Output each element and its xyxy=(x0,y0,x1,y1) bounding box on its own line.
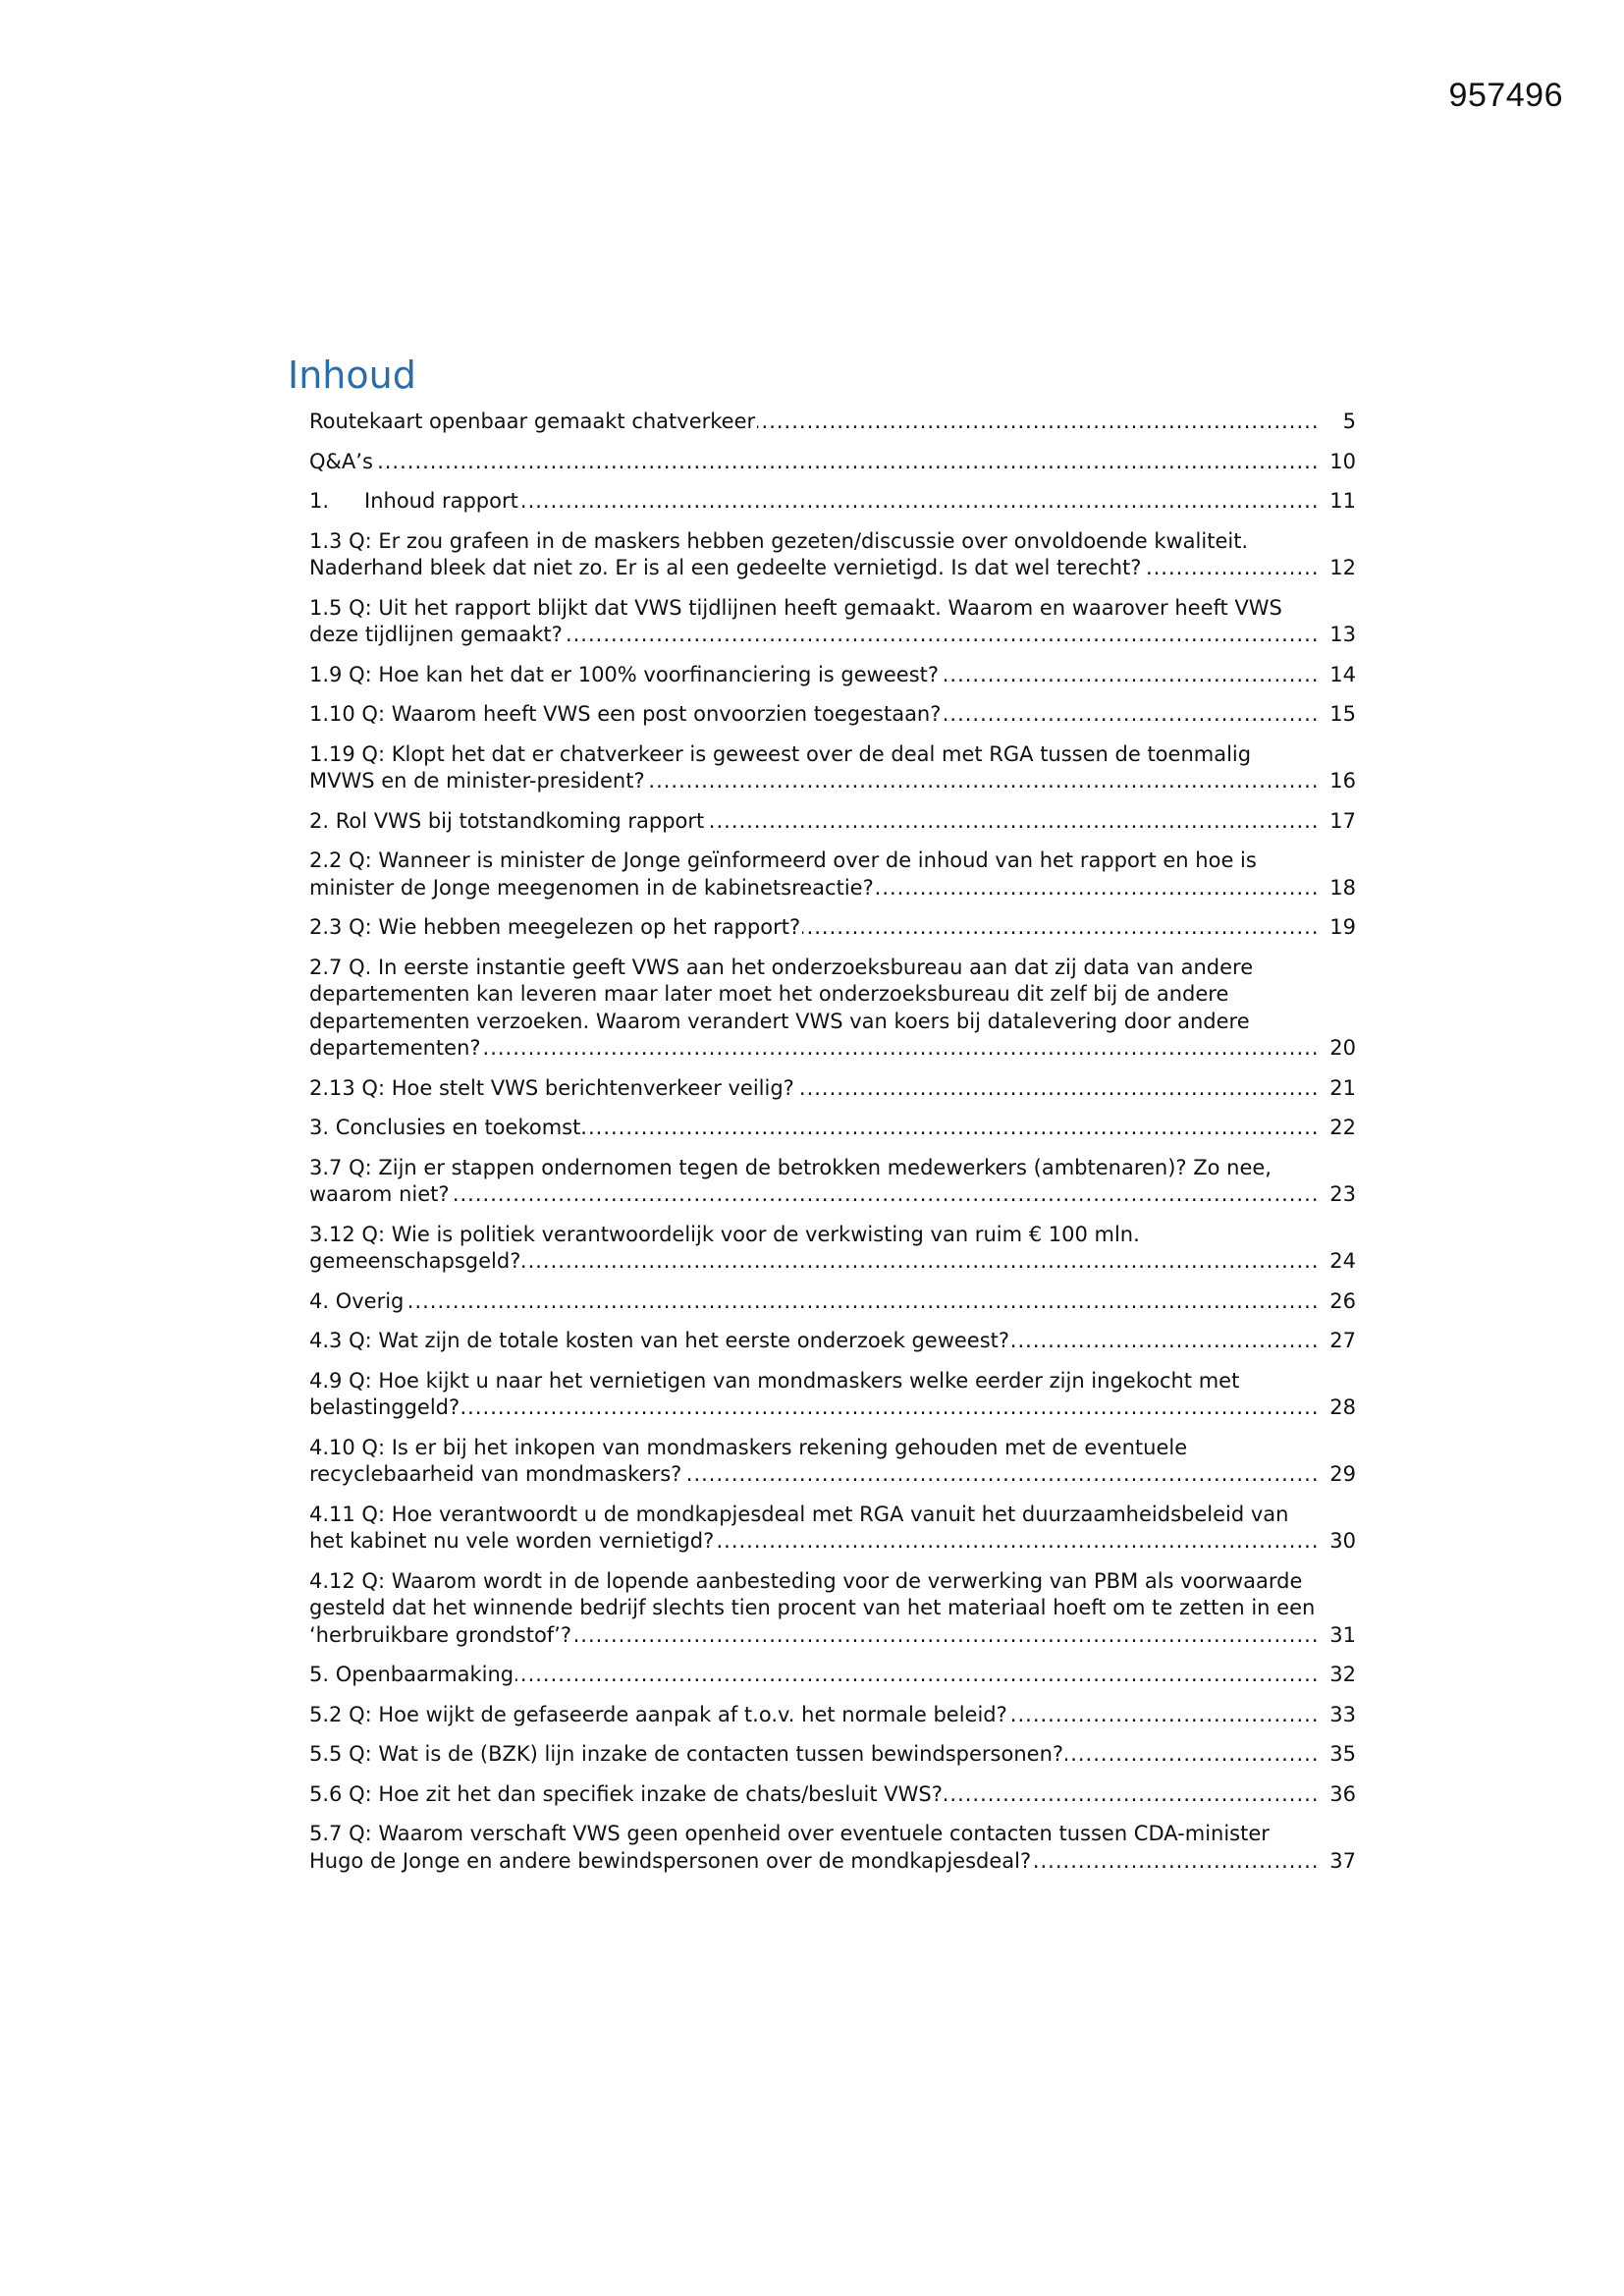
toc-page-number: 26 xyxy=(1321,1288,1356,1316)
toc-entry-line xyxy=(309,1248,1321,1276)
toc-entry-line xyxy=(309,1781,1321,1809)
toc-page-number: 20 xyxy=(1321,1035,1356,1063)
toc-entry-line xyxy=(309,1502,1321,1529)
toc-page-number: 35 xyxy=(1321,1741,1356,1769)
toc-entry-text: 3.12 Q: Wie is politiek verantwoordelijk voor de verkwisting van ruim € 100 mln. xyxy=(309,1222,1140,1246)
toc-page-number: 30 xyxy=(1321,1528,1356,1556)
toc-entry-text: gesteld dat het winnende bedrijf slechts tien procent van het materiaal hoeft om te zetten in een xyxy=(309,1596,1316,1619)
toc-page-number: 11 xyxy=(1321,488,1356,516)
toc-entry-line xyxy=(309,1394,1321,1422)
toc-entry-text: 5.7 Q: Waarom verschaft VWS geen openheid over eventuele contacten tussen CDA-minister xyxy=(309,1822,1270,1845)
toc-entry-line xyxy=(309,622,1321,649)
toc-entry-text: deze tijdlijnen gemaakt? xyxy=(309,623,563,646)
table-of-contents xyxy=(309,409,1356,1887)
toc-entry-line xyxy=(309,955,1321,982)
toc-entry[interactable] xyxy=(309,409,1356,436)
toc-entry-line xyxy=(309,1155,1321,1182)
toc-entry[interactable] xyxy=(309,449,1356,476)
toc-page-number: 29 xyxy=(1321,1461,1356,1489)
toc-entry-text: ‘herbruikbare grondstof’? xyxy=(309,1622,572,1647)
toc-entry-text: 3. Conclusies en toekomst xyxy=(309,1116,581,1139)
toc-entry-text: 2.2 Q: Wanneer is minister de Jonge geïnformeerd over de inhoud van het rapport en hoe is xyxy=(309,848,1257,872)
toc-entry[interactable] xyxy=(309,1568,1356,1650)
toc-entry-line xyxy=(309,1622,1321,1650)
toc-entry-line xyxy=(309,555,1321,582)
toc-entry[interactable] xyxy=(309,1781,1356,1809)
toc-entry-text: 2.7 Q. In eerste instantie geeft VWS aan het onderzoeksbureau aan dat zij data van andere xyxy=(309,955,1254,979)
toc-entry[interactable] xyxy=(309,955,1356,1063)
toc-entry-line xyxy=(309,1741,1321,1769)
toc-entry[interactable] xyxy=(309,741,1356,795)
toc-entry-line xyxy=(309,1848,1321,1876)
toc-entry-text: recyclebaarheid van mondmaskers? xyxy=(309,1462,682,1486)
toc-entry-text: Hugo de Jonge en andere bewindspersonen over de mondkapjesdeal? xyxy=(309,1848,1032,1873)
toc-entry-text: departementen verzoeken. Waarom verandert VWS van koers bij datalevering door andere xyxy=(309,1009,1250,1033)
toc-entry-line xyxy=(309,1821,1321,1848)
toc-entry[interactable] xyxy=(309,1155,1356,1209)
toc-entry[interactable] xyxy=(309,488,1356,516)
toc-entry[interactable] xyxy=(309,1741,1356,1769)
toc-entry-line xyxy=(309,595,1321,623)
toc-entry-text: 1.3 Q: Er zou grafeen in de maskers hebben gezeten/discussie over onvoldoende kwaliteit. xyxy=(309,528,1249,553)
toc-entry-text: 1.9 Q: Hoe kan het dat er 100% voorfinanciering is geweest? xyxy=(309,662,940,686)
toc-entry-text: waarom niet? xyxy=(309,1182,450,1206)
toc-entry[interactable] xyxy=(309,1328,1356,1355)
toc-page-number: 15 xyxy=(1321,701,1356,729)
toc-page-number: 37 xyxy=(1321,1848,1356,1876)
toc-entry-line xyxy=(309,409,1321,436)
toc-entry-line xyxy=(309,1702,1321,1729)
toc-entry-text: Routekaart openbaar gemaakt chatverkeer xyxy=(309,410,756,433)
toc-entry-text: gemeenschapsgeld? xyxy=(309,1249,521,1273)
toc-page-number: 14 xyxy=(1321,662,1356,689)
toc-entry-text: minister de Jonge meegenomen in de kabinetsreactie? xyxy=(309,875,874,900)
toc-title: Inhoud xyxy=(288,354,416,397)
toc-page-number: 13 xyxy=(1321,622,1356,649)
toc-entry-line xyxy=(309,1181,1321,1209)
toc-entry[interactable] xyxy=(309,528,1356,582)
toc-entry-line xyxy=(309,1075,1321,1103)
toc-entry-line xyxy=(309,449,1321,476)
toc-entry[interactable] xyxy=(309,1702,1356,1729)
document-number: 957496 xyxy=(1448,77,1563,114)
toc-entry-line xyxy=(309,1368,1321,1395)
toc-entry-text: 5.6 Q: Hoe zit het dan specifiek inzake de chats/besluit VWS? xyxy=(309,1781,943,1806)
toc-entry[interactable] xyxy=(309,595,1356,649)
toc-entry-line xyxy=(309,701,1321,729)
toc-entry[interactable] xyxy=(309,847,1356,902)
toc-page-number: 36 xyxy=(1321,1781,1356,1809)
toc-page-number: 23 xyxy=(1321,1181,1356,1209)
toc-entry-line xyxy=(309,528,1321,556)
toc-page-number: 10 xyxy=(1321,449,1356,476)
toc-entry-line xyxy=(309,1035,1321,1063)
toc-entry[interactable] xyxy=(309,1115,1356,1142)
toc-entry-text: 5.5 Q: Wat is de (BZK) lijn inzake de contacten tussen bewindspersonen? xyxy=(309,1742,1064,1766)
toc-entry-line xyxy=(309,1222,1321,1249)
toc-entry[interactable] xyxy=(309,1435,1356,1489)
toc-entry-text: Naderhand bleek dat niet zo. Er is al een gedeelte vernietigd. Is dat wel terecht? xyxy=(309,556,1142,579)
toc-entry[interactable] xyxy=(309,701,1356,729)
toc-entry-text: MVWS en de minister-president? xyxy=(309,769,645,793)
toc-entry-line xyxy=(309,847,1321,875)
toc-entry-line xyxy=(309,768,1321,795)
toc-page-number: 18 xyxy=(1321,875,1356,902)
toc-entry[interactable] xyxy=(309,1222,1356,1276)
toc-entry-line xyxy=(309,741,1321,769)
toc-entry-text: 4.11 Q: Hoe verantwoordt u de mondkapjesdeal met RGA vanuit het duurzaamheidsbeleid van xyxy=(309,1502,1289,1526)
toc-entry[interactable] xyxy=(309,808,1356,836)
toc-entry-text: Inhoud rapport xyxy=(364,489,518,513)
toc-entry-number: 1. xyxy=(309,489,330,513)
toc-entry[interactable] xyxy=(309,662,1356,689)
toc-page-number: 17 xyxy=(1321,808,1356,836)
toc-entry-line xyxy=(309,875,1321,902)
toc-entry-text: departementen? xyxy=(309,1036,481,1060)
toc-page-number: 16 xyxy=(1321,768,1356,795)
toc-entry-line xyxy=(309,1115,1321,1142)
toc-entry-text: 1.10 Q: Waarom heeft VWS een post onvoorzien toegestaan? xyxy=(309,702,942,726)
toc-page-number: 32 xyxy=(1321,1662,1356,1689)
toc-entry-line xyxy=(309,981,1321,1009)
toc-entry-text: 4.3 Q: Wat zijn de totale kosten van het eerste onderzoek geweest? xyxy=(309,1329,1010,1352)
toc-entry-text: Q&A’s xyxy=(309,449,373,473)
toc-entry-text: 3.7 Q: Zijn er stappen ondernomen tegen de betrokken medewerkers (ambtenaren)? Zo nee, xyxy=(309,1155,1272,1179)
toc-entry-text: 5. Openbaarmaking xyxy=(309,1663,514,1686)
toc-page-number: 22 xyxy=(1321,1115,1356,1142)
toc-entry-line xyxy=(309,1288,1321,1316)
toc-page-number: 24 xyxy=(1321,1248,1356,1276)
toc-entry-line xyxy=(309,1328,1321,1355)
toc-page-number: 31 xyxy=(1321,1622,1356,1650)
toc-entry[interactable] xyxy=(309,914,1356,942)
toc-page-number: 33 xyxy=(1321,1702,1356,1729)
toc-entry[interactable] xyxy=(309,1288,1356,1316)
toc-entry-line xyxy=(309,1568,1321,1596)
toc-page-number: 12 xyxy=(1321,555,1356,582)
toc-entry-text: het kabinet nu vele worden vernietigd? xyxy=(309,1529,715,1553)
toc-entry-line xyxy=(309,1528,1321,1556)
toc-entry[interactable] xyxy=(309,1662,1356,1689)
toc-entry-text: 2.3 Q: Wie hebben meegelezen op het rapport? xyxy=(309,915,801,939)
toc-entry-text: 4.9 Q: Hoe kijkt u naar het vernietigen van mondmaskers welke eerder zijn ingekocht met xyxy=(309,1368,1240,1393)
toc-page-number: 27 xyxy=(1321,1328,1356,1355)
toc-entry-text: 4.10 Q: Is er bij het inkopen van mondmaskers rekening gehouden met de eventuele xyxy=(309,1435,1188,1459)
toc-entry-text: departementen kan leveren maar later moet het onderzoeksbureau dit zelf bij de andere xyxy=(309,982,1229,1006)
toc-entry-line xyxy=(309,662,1321,689)
toc-entry-line xyxy=(309,1009,1321,1036)
toc-page-number: 19 xyxy=(1321,914,1356,942)
toc-page-number: 21 xyxy=(1321,1075,1356,1103)
toc-entry-line xyxy=(309,1461,1321,1489)
toc-entry-text: 1.19 Q: Klopt het dat er chatverkeer is geweest over de deal met RGA tussen de toenmalig xyxy=(309,741,1252,766)
toc-entry-text: 1.5 Q: Uit het rapport blijkt dat VWS tijdlijnen heeft gemaakt. Waarom en waarover heeft VWS xyxy=(309,595,1282,620)
toc-entry-text: 2. Rol VWS bij totstandkoming rapport xyxy=(309,808,705,833)
toc-entry-text: 4. Overig xyxy=(309,1288,405,1313)
toc-entry-line xyxy=(309,808,1321,836)
toc-entry-text: 5.2 Q: Hoe wijkt de gefaseerde aanpak af t.o.v. het normale beleid? xyxy=(309,1702,1007,1726)
toc-entry-text: belastinggeld? xyxy=(309,1395,460,1419)
toc-entry-text: 4.12 Q: Waarom wordt in de lopende aanbesteding voor de verwerking van PBM als voorwaarde xyxy=(309,1568,1303,1593)
toc-entry-line xyxy=(309,1435,1321,1462)
toc-entry[interactable] xyxy=(309,1368,1356,1422)
toc-entry-line xyxy=(309,914,1321,942)
toc-entry[interactable] xyxy=(309,1075,1356,1103)
toc-entry-line xyxy=(309,488,1321,516)
toc-page-number: 5 xyxy=(1321,409,1356,436)
toc-entry[interactable] xyxy=(309,1502,1356,1556)
toc-page-number: 28 xyxy=(1321,1394,1356,1422)
toc-entry-text: 2.13 Q: Hoe stelt VWS berichtenverkeer veilig? xyxy=(309,1075,794,1100)
toc-entry-line xyxy=(309,1595,1321,1622)
toc-entry-line xyxy=(309,1662,1321,1689)
toc-entry[interactable] xyxy=(309,1821,1356,1875)
